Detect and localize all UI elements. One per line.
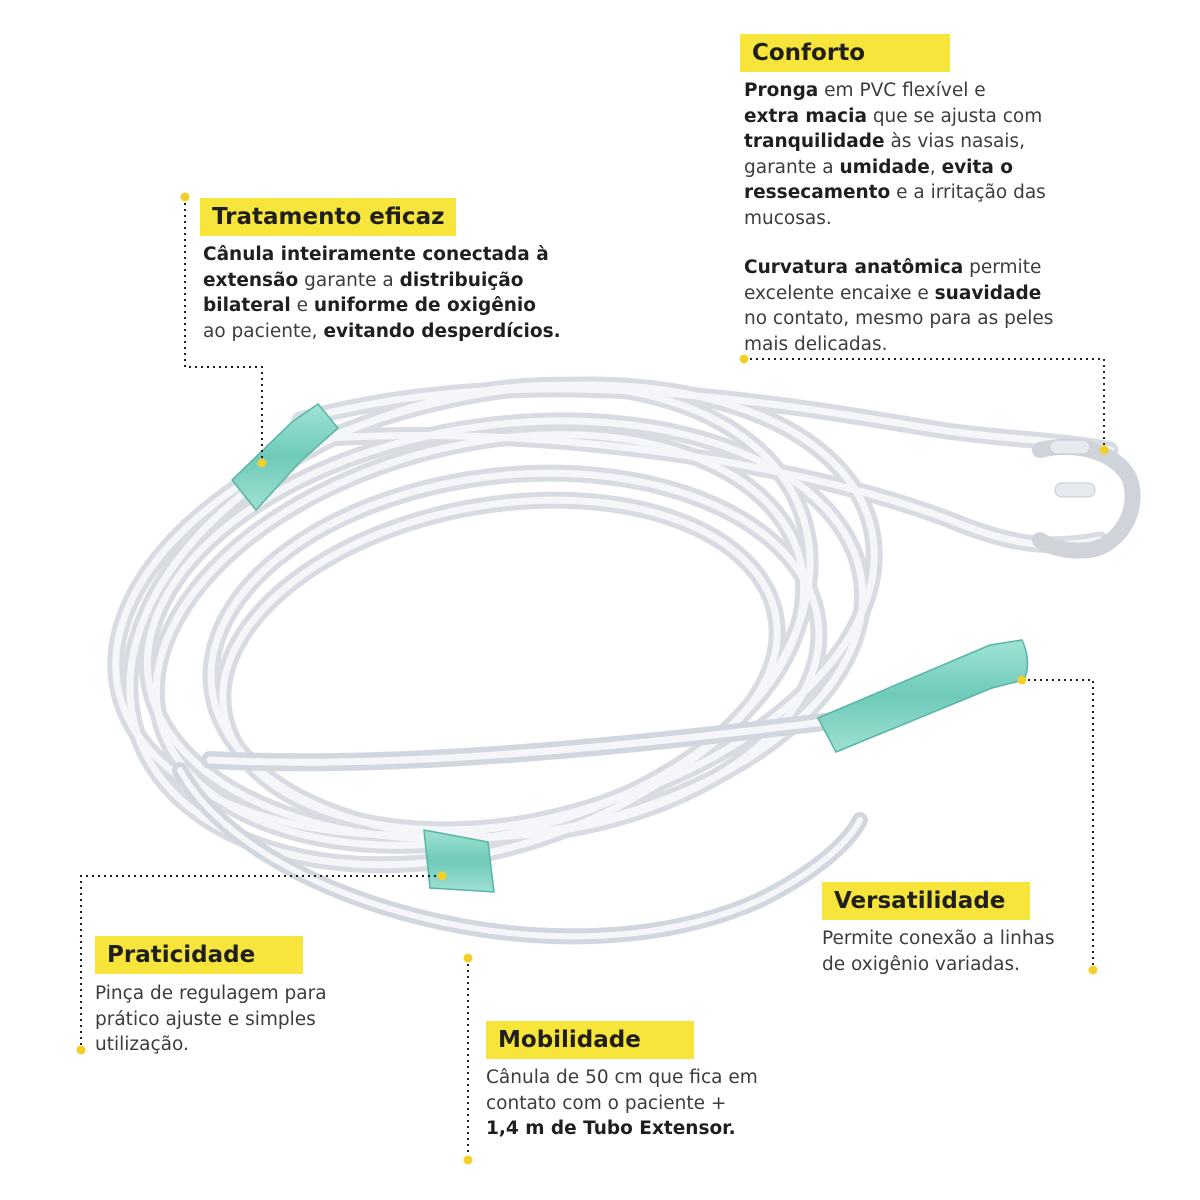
text: e a irritação das <box>890 182 1046 203</box>
desc-line <box>203 242 561 268</box>
text: em PVC flexível e <box>818 80 986 101</box>
bold-text: bilateral <box>203 295 291 316</box>
desc-conforto-curvatura <box>744 255 1053 357</box>
desc-line <box>744 255 1053 281</box>
desc-conforto <box>744 78 1046 231</box>
desc-line <box>486 1091 758 1117</box>
desc-line <box>744 306 1053 332</box>
text: Pinça de regulagem para <box>95 983 327 1004</box>
bold-text: extensão <box>203 269 299 291</box>
bold-text: Cânula inteiramente conectada à <box>203 244 549 265</box>
desc-line <box>744 180 1046 206</box>
tag-conforto: Conforto <box>740 34 950 72</box>
bold-text: Pronga <box>744 80 819 101</box>
bold-text: tranquilidade <box>744 131 885 152</box>
text: garante a <box>298 269 400 291</box>
text: que se ajusta com <box>866 105 1043 127</box>
text: garante a <box>744 156 840 178</box>
text: ao paciente, <box>203 320 324 342</box>
desc-line <box>744 206 1046 232</box>
desc-line <box>95 981 327 1007</box>
desc-tratamento-eficaz <box>203 242 561 344</box>
desc-line <box>744 281 1053 307</box>
tag-versatilidade: Versatilidade <box>822 882 1030 920</box>
desc-versatilidade <box>822 926 1055 977</box>
desc-line <box>744 332 1053 358</box>
desc-line <box>203 268 561 294</box>
desc-line <box>95 1032 327 1058</box>
text: mais delicadas. <box>744 333 888 355</box>
desc-line <box>744 104 1046 130</box>
text: de oxigênio variadas. <box>822 953 1020 975</box>
text: e <box>290 295 314 316</box>
text: prático ajuste e simples <box>95 1008 316 1030</box>
bold-text: ressecamento <box>744 182 891 203</box>
bold-text: umidade <box>839 156 930 178</box>
bold-text: evitando desperdícios. <box>323 320 561 342</box>
desc-line <box>95 1007 327 1033</box>
bold-text: distribuição <box>399 269 524 291</box>
text: Permite conexão a linhas <box>822 928 1055 949</box>
bold-text: suavidade <box>934 282 1042 304</box>
bold-text: 1,4 m de Tubo Extensor. <box>486 1118 736 1139</box>
bold-text: evita o <box>941 156 1013 178</box>
tag-tratamento-eficaz: Tratamento eficaz <box>200 198 456 236</box>
desc-line <box>744 129 1046 155</box>
text: permite <box>963 257 1042 278</box>
desc-line <box>486 1065 758 1091</box>
text: utilização. <box>95 1034 189 1055</box>
tag-mobilidade: Mobilidade <box>486 1021 694 1059</box>
text: Cânula de 50 cm que fica em <box>486 1067 758 1088</box>
text: às vias nasais, <box>884 131 1025 152</box>
bold-text: uniforme de oxigênio <box>313 295 536 316</box>
bold-text: extra macia <box>744 105 867 127</box>
text: , <box>929 156 942 178</box>
tag-praticidade: Praticidade <box>95 936 303 974</box>
desc-line <box>744 78 1046 104</box>
desc-mobilidade <box>486 1065 758 1142</box>
desc-line <box>822 926 1055 952</box>
desc-line <box>203 293 561 319</box>
desc-line <box>822 952 1055 978</box>
desc-line <box>744 155 1046 181</box>
bold-text: Curvatura anatômica <box>744 257 964 278</box>
desc-line <box>486 1116 758 1142</box>
text: contato com o paciente + <box>486 1092 727 1114</box>
desc-praticidade <box>95 981 327 1058</box>
text: mucosas. <box>744 207 832 229</box>
text: no contato, mesmo para as peles <box>744 308 1054 329</box>
text: excelente encaixe e <box>744 282 935 304</box>
desc-line <box>203 319 561 345</box>
